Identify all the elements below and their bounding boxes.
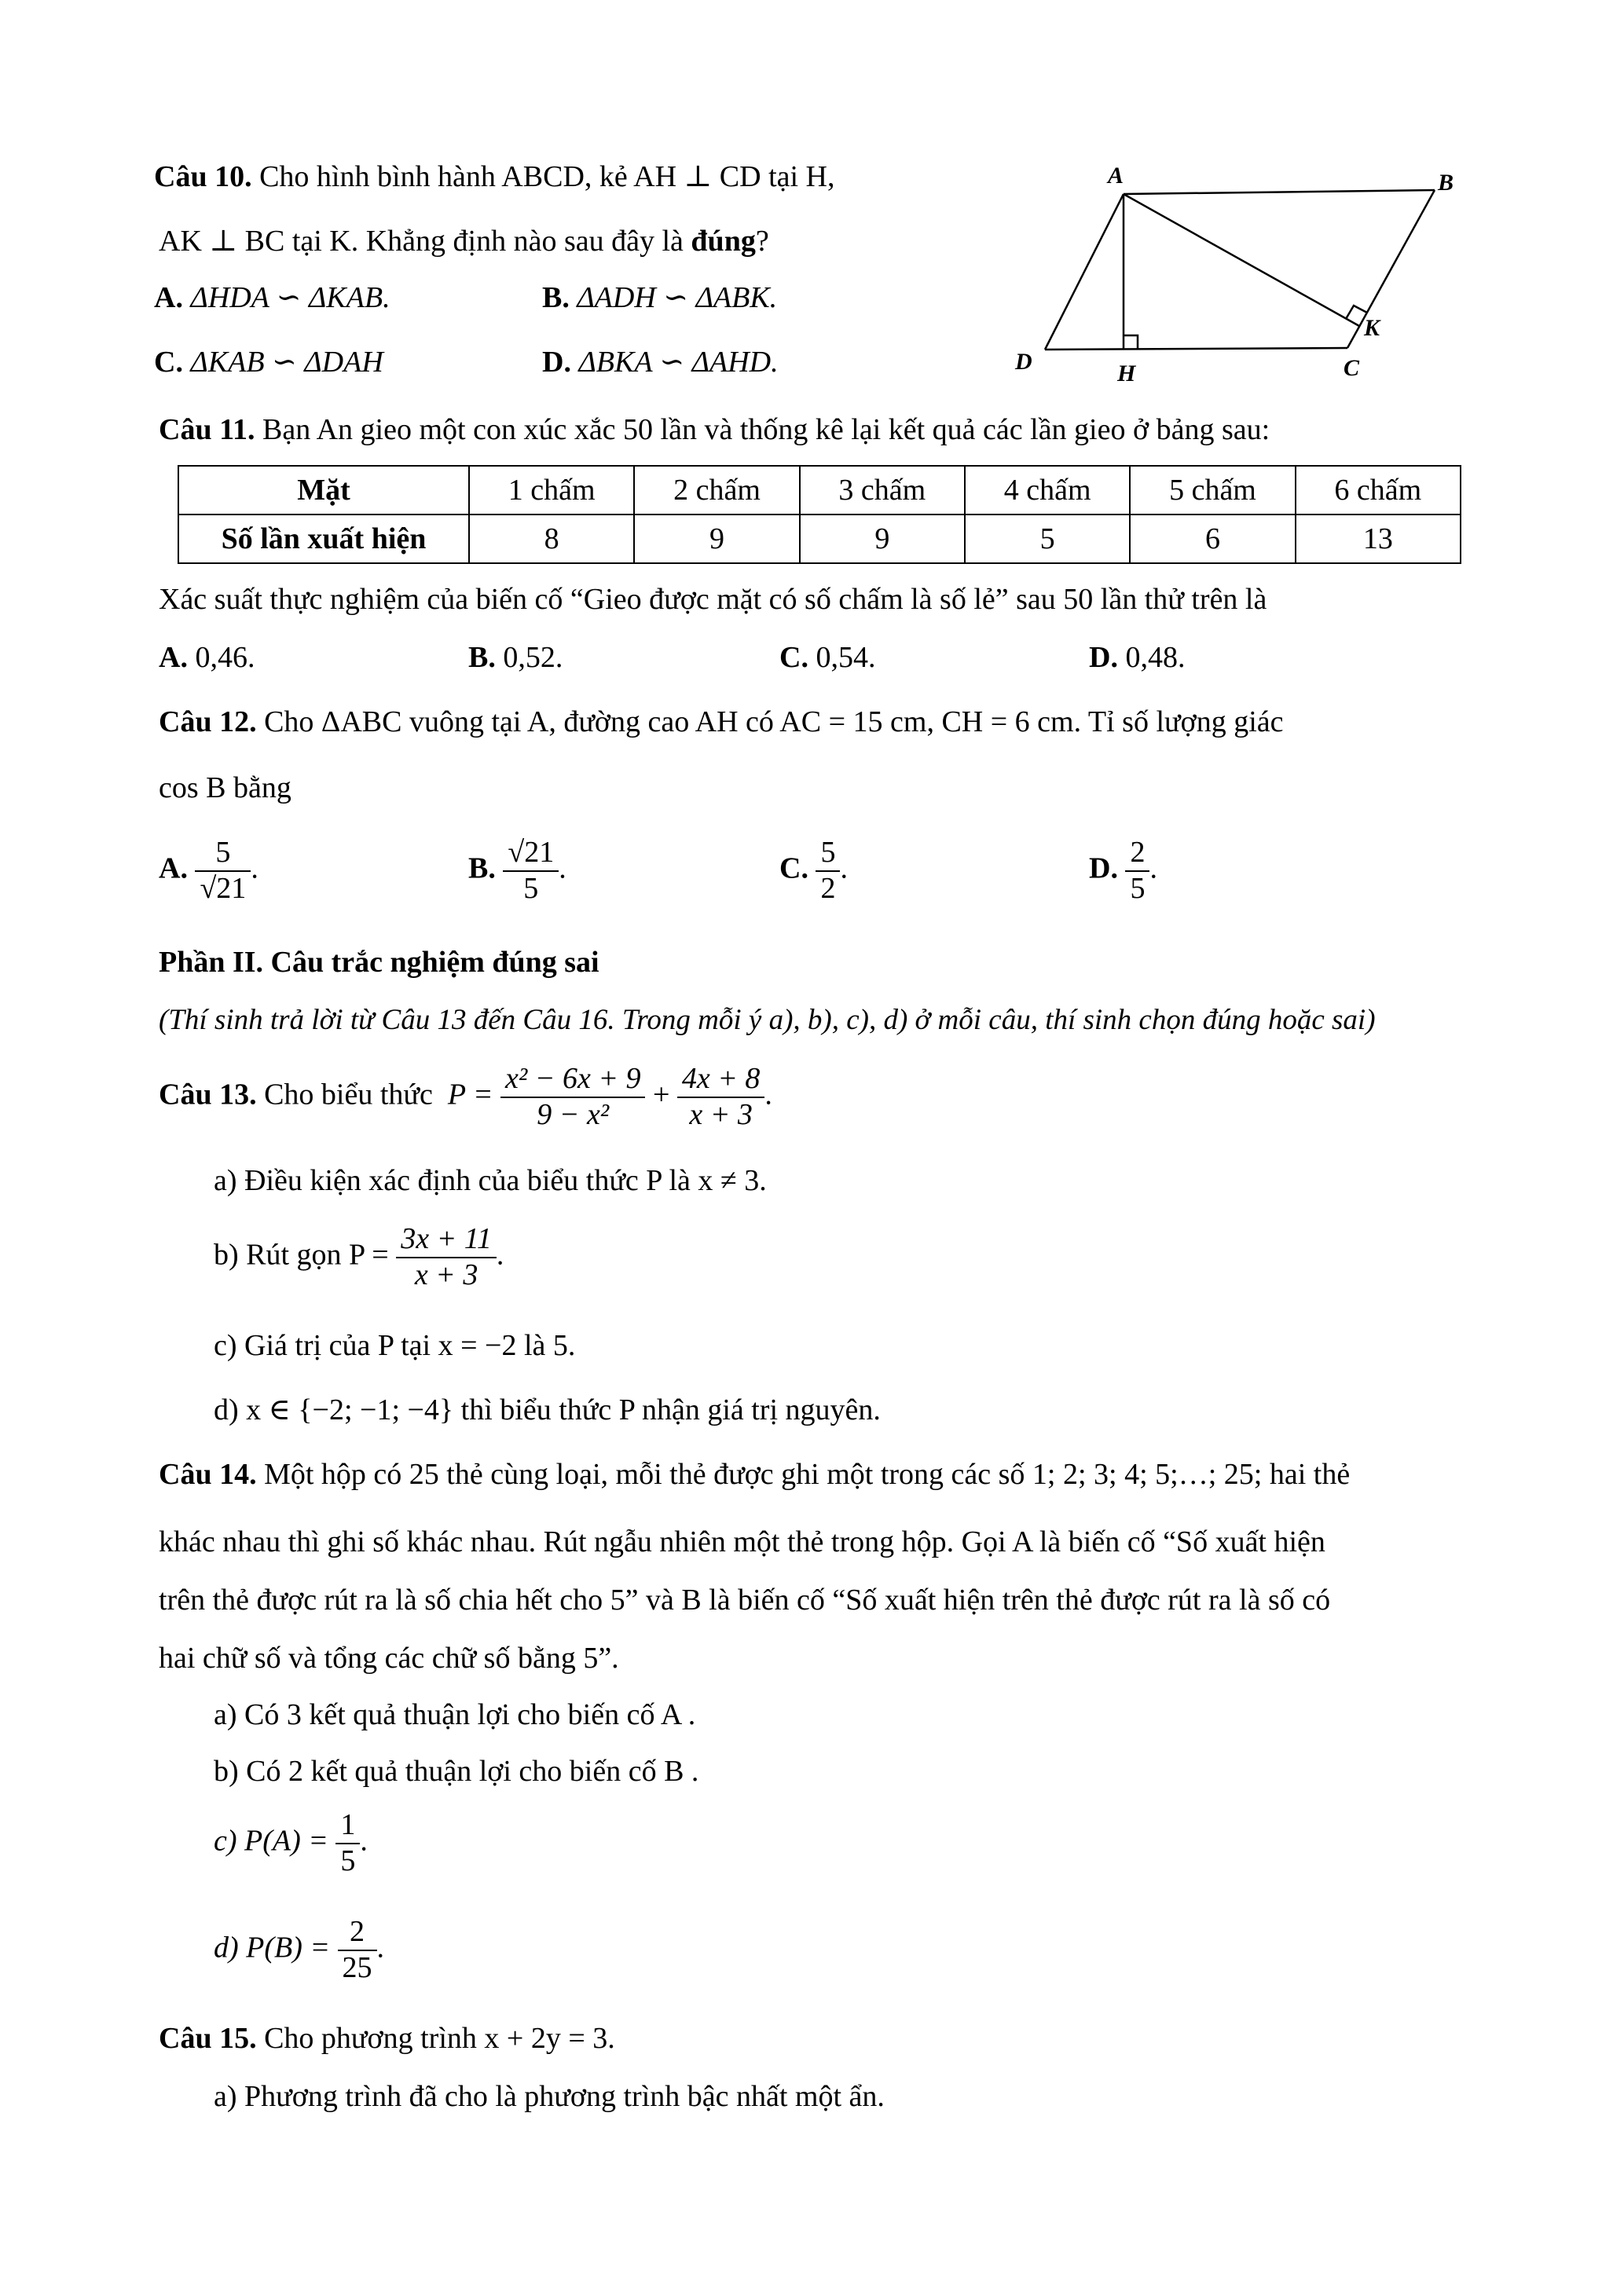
q10-option-a [154, 283, 390, 313]
table-row [178, 514, 1461, 563]
q10-option-a-text: ΔHDA ∽ ΔKAB. [190, 281, 390, 314]
q12-option-c: C. $\frac{5}{2}$ . [779, 836, 848, 905]
q12-option-b-key: B. [468, 851, 496, 885]
q14-item-a: a) Có 3 kết quả thuận lợi cho biến cố A . [214, 1698, 696, 1731]
table-cell: 1 chấm [469, 466, 634, 514]
q12-option-a: A. $\frac{5}{√21}$ . [159, 836, 258, 905]
q12-option-a-key: A. [159, 851, 188, 885]
q15-line [159, 2023, 615, 2053]
dice-frequency-table [178, 465, 1461, 564]
q14-item-b: b) Có 2 kết quả thuận lợi cho biến cố B . [214, 1755, 699, 1788]
q10-label: Câu 10. [154, 160, 252, 193]
q12-option-b: B. $\frac{√21}{5}$ . [468, 836, 566, 905]
q11-option-d-key: D. [1089, 641, 1118, 674]
q12-option-d-key: D. [1089, 851, 1118, 885]
q10-option-d-text: ΔBKA ∽ ΔAHD. [578, 346, 779, 379]
label-k: K [1364, 315, 1380, 341]
table-header-count: Số lần xuất hiện [178, 514, 469, 563]
q11-option-b-text: 0,52. [503, 641, 563, 674]
table-cell: 9 [800, 514, 965, 563]
q10-option-d-key: D. [542, 346, 571, 379]
table-cell: 8 [469, 514, 634, 563]
q14-text-line4: hai chữ số và tổng các chữ số bằng 5”. [159, 1642, 619, 1675]
q13-fraction-1: $\frac{\text{x² − 6x + 9}}{\text{9 − x²}}$ [500, 1062, 645, 1132]
q11-option-b-key: B. [468, 641, 496, 674]
q10-stem2: AK ⊥ BC tại K. Khẳng định nào sau đây là [159, 225, 691, 258]
q13-item-c: c) Giá trị của P tại x = −2 là 5. [214, 1329, 576, 1362]
q10-option-c-text: ΔKAB ∽ ΔDAH [190, 346, 383, 379]
q11-option-d [1089, 643, 1185, 672]
table-row [178, 466, 1461, 514]
q11-option-d-text: 0,48. [1125, 641, 1186, 674]
q12-option-d-fraction: $\frac{2}{5}$ [1125, 836, 1149, 906]
segment-ak [1124, 194, 1359, 326]
q10-option-c-key: C. [154, 346, 183, 379]
q13-expr-lhs: P = [447, 1078, 493, 1111]
table-cell: 9 [634, 514, 799, 563]
label-h: H [1117, 361, 1136, 386]
q11-option-b [468, 643, 563, 672]
q12-option-b-fraction: $\frac{√21}{5}$ [503, 836, 559, 906]
table-cell: 6 chấm [1296, 466, 1461, 514]
q11-option-c-text: 0,54. [816, 641, 876, 674]
q13-line: Câu 13. Cho biểu thức P = $\frac{\text{x² − 6x + 9}}{\text{9 − x²}}$ + $\frac{4x + 8}{x + 3}$ . [159, 1062, 772, 1131]
parallelogram-figure [998, 153, 1485, 389]
q12-stem2: cos B bằng [159, 771, 291, 804]
q14-line1 [159, 1459, 1350, 1489]
q13-label: Câu 13. [159, 1078, 257, 1111]
q14-text-line2: khác nhau thì ghi số khác nhau. Rút ngẫu nhiên một thẻ trong hộp. Gọi A là biến cố “Số xuất hiện [159, 1525, 1325, 1558]
q14-text-line3: trên thẻ được rút ra là số chia hết cho 5” và B là biến cố “Số xuất hiện trên thẻ được rút ra là số có [159, 1584, 1331, 1617]
q10-line1 [154, 162, 835, 192]
q11-stem: Bạn An gieo một con xúc xắc 50 lần và thống kê lại kết quả các lần gieo ở bảng sau: [262, 413, 1270, 446]
q10-option-c [154, 347, 383, 377]
q10-option-b-text: ΔADH ∽ ΔABK. [577, 281, 778, 314]
side-ab [1124, 190, 1435, 194]
q12-option-a-fraction: $\frac{5}{√21}$ [195, 836, 251, 906]
table-header-face: Mặt [178, 466, 469, 514]
q13-item-b: b) Rút gọn P = $\frac{3x + 11}{x + 3}$ . [214, 1222, 504, 1291]
q15-stem: Cho phương trình x + 2y = 3. [264, 2022, 615, 2055]
q15-item-a: a) Phương trình đã cho là phương trình bậc nhất một ẩn. [214, 2080, 885, 2113]
q14-text-line1: Một hộp có 25 thẻ cùng loại, mỗi thẻ được ghi một trong các số 1; 2; 3; 4; 5;…; 25; hai thẻ [264, 1458, 1351, 1491]
q12-option-c-fraction: $\frac{5}{2}$ [816, 836, 840, 906]
part2-instruction: (Thí sinh trả lời từ Câu 13 đến Câu 16. Trong mỗi ý a), b), c), d) ở mỗi câu, thí sinh chọn đúng hoặc sai) [159, 1004, 1376, 1036]
q10-option-b-key: B. [542, 281, 570, 314]
q12-option-d: D. $\frac{2}{5}$ . [1089, 836, 1157, 905]
q14-item-c-text: c) P(A) = [214, 1824, 328, 1858]
table-cell: 5 [965, 514, 1130, 563]
side-da [1045, 194, 1124, 350]
label-b: B [1438, 170, 1454, 196]
q14-label: Câu 14. [159, 1458, 257, 1491]
q14-item-c: c) P(A) = $\frac{1}{5}$ . [214, 1808, 368, 1877]
q11-option-a [159, 643, 255, 672]
q12-label: Câu 12. [159, 705, 257, 738]
q12-stem1: Cho ΔABC vuông tại A, đường cao AH có AC = 15 cm, CH = 6 cm. Tỉ số lượng giác [264, 705, 1284, 738]
q11-option-a-text: 0,46. [195, 641, 255, 674]
table-cell: 2 chấm [634, 466, 799, 514]
table-cell: 3 chấm [800, 466, 965, 514]
label-c: C [1344, 355, 1360, 381]
q10-stem2-end: ? [755, 225, 769, 258]
q10-stem1: Cho hình bình hành ABCD, kẻ AH ⊥ CD tại H, [259, 160, 835, 193]
table-cell: 4 chấm [965, 466, 1130, 514]
right-angle-h [1124, 335, 1138, 350]
q13-item-d: d) x ∈ {−2; −1; −4} thì biểu thức P nhận giá trị nguyên. [214, 1393, 881, 1426]
q10-option-d [542, 347, 779, 377]
q10-option-b [542, 283, 777, 313]
q13-stem: Cho biểu thức [264, 1078, 433, 1111]
q12-line1 [159, 707, 1284, 737]
q13-item-b-fraction: $\frac{3x + 11}{x + 3}$ [396, 1222, 497, 1292]
q11-option-c-key: C. [779, 641, 808, 674]
q11-question: Xác suất thực nghiệm của biến cố “Gieo được mặt có số chấm là số lẻ” sau 50 lần thử trên là [159, 583, 1267, 616]
q13-item-b-text: b) Rút gọn P = [214, 1238, 389, 1272]
q15-label: Câu 15. [159, 2022, 257, 2055]
q10-line2 [159, 226, 769, 256]
q11-option-c [779, 643, 875, 672]
side-bc [1347, 190, 1435, 348]
q13-fraction-2: $\frac{4x + 8}{x + 3}$ [677, 1062, 765, 1132]
label-a: A [1108, 163, 1124, 189]
q14-item-d-fraction: $\frac{2}{25}$ [338, 1915, 377, 1985]
label-d: D [1015, 349, 1032, 375]
q12-option-c-key: C. [779, 851, 808, 885]
q14-item-d-text: d) P(B) = [214, 1931, 331, 1965]
q11-label: Câu 11. [159, 413, 255, 446]
table-cell: 13 [1296, 514, 1461, 563]
q10-stem2-bold: đúng [691, 225, 756, 258]
q13-plus: + [652, 1078, 670, 1111]
table-cell: 5 chấm [1130, 466, 1295, 514]
q14-item-c-fraction: $\frac{1}{5}$ [335, 1808, 360, 1878]
part2-title: Phần II. Câu trắc nghiệm đúng sai [159, 946, 599, 979]
table-cell: 6 [1130, 514, 1295, 563]
q11-option-a-key: A. [159, 641, 188, 674]
side-cd [1045, 348, 1347, 350]
q11-line [159, 415, 1270, 445]
q14-item-d: d) P(B) = $\frac{2}{25}$ . [214, 1915, 385, 1984]
q10-option-a-key: A. [154, 281, 183, 314]
q13-item-a: a) Điều kiện xác định của biểu thức P là x ≠ 3. [214, 1164, 767, 1197]
